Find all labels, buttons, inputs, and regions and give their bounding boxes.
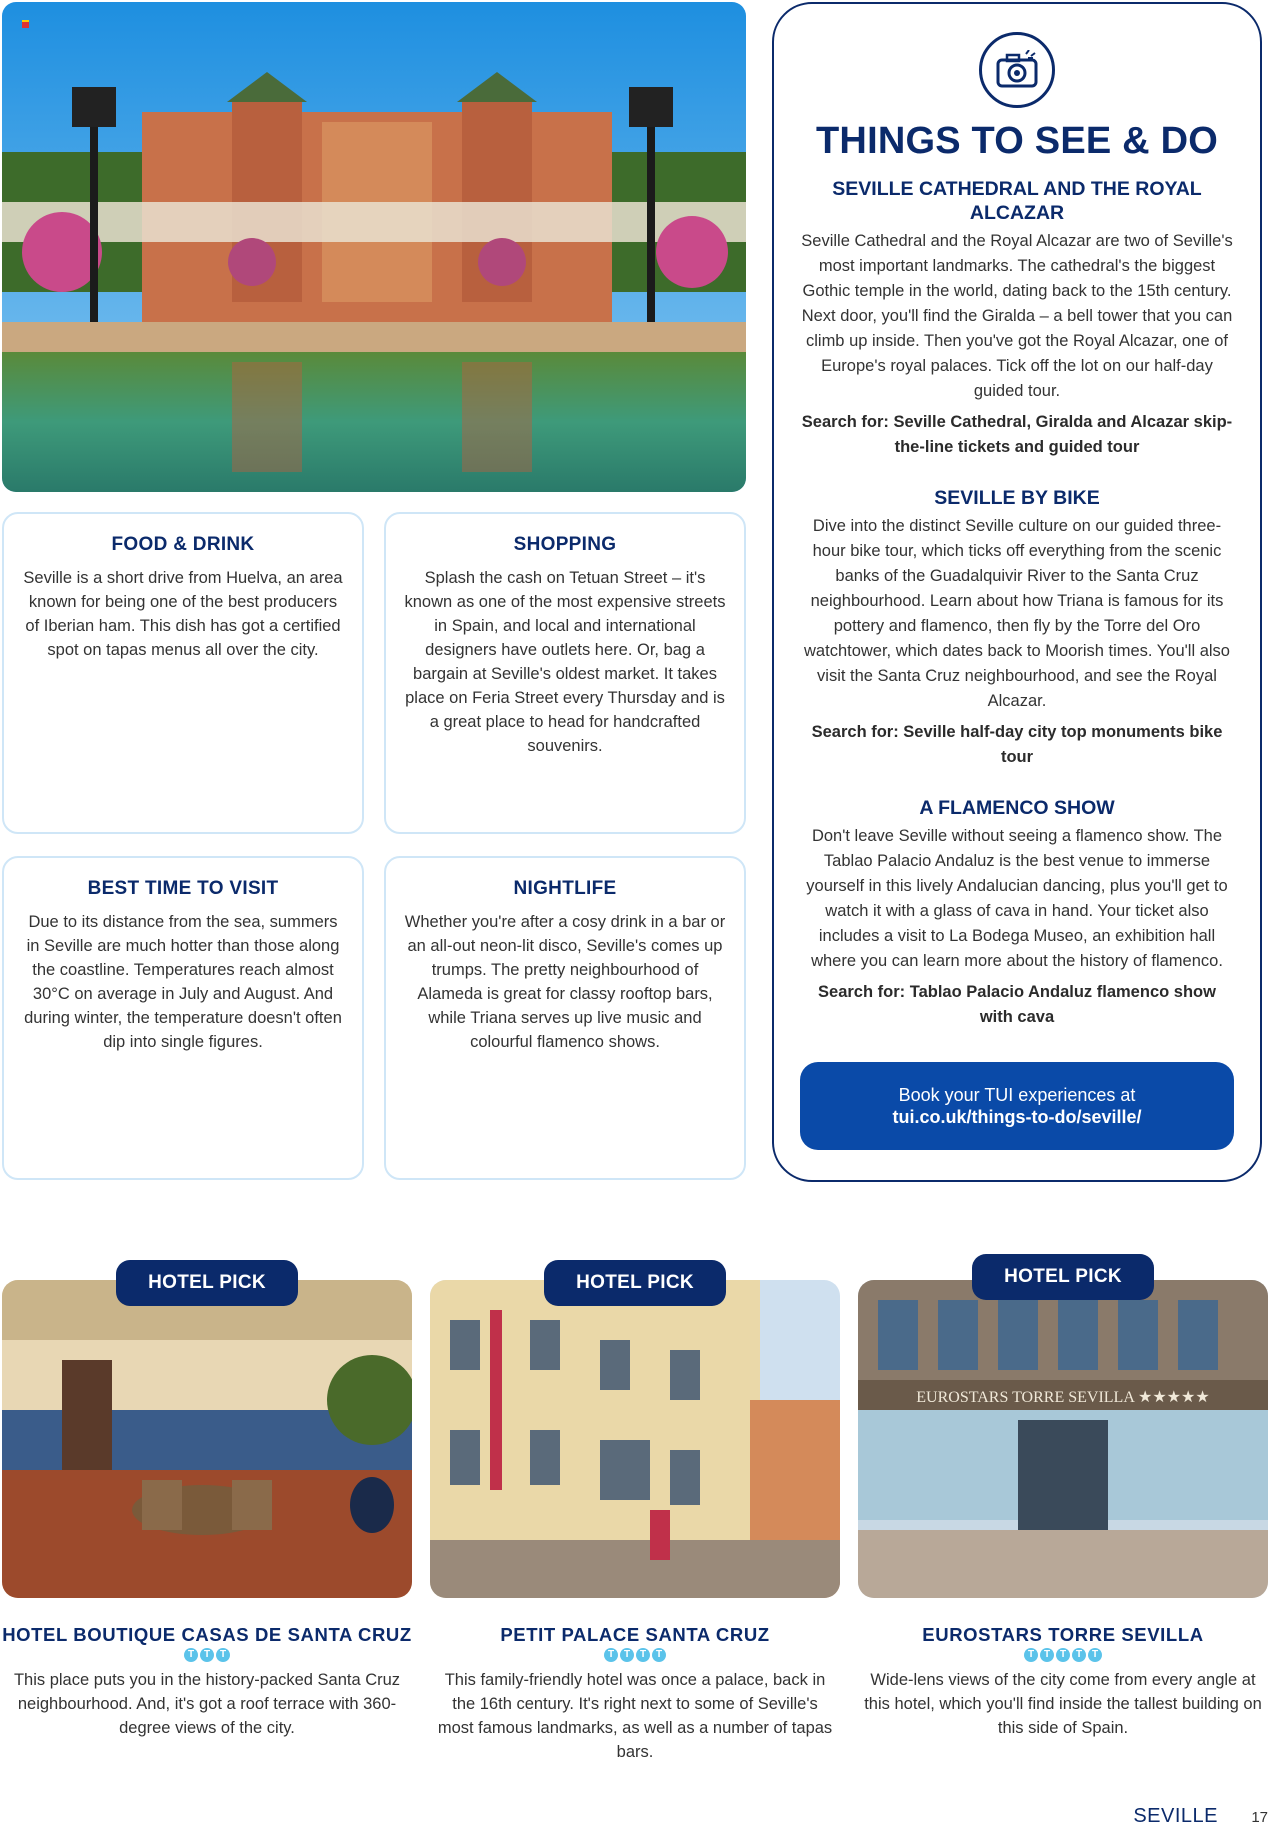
hotel-pick-badge: HOTEL PICK [544,1260,726,1306]
hotel-description: Wide-lens views of the city come from every angle at this hotel, which you'll find inside the tallest building on this side of Spain. [864,1671,1262,1737]
book-experiences-button[interactable] [800,1062,1234,1150]
section-cathedral [800,177,1234,460]
rating-icon: T [1040,1648,1054,1662]
facade-photo-illustration [430,1280,840,1598]
hotel-sign: EUROSTARS TORRE SEVILLA ★★★★★ [916,1389,1210,1406]
rating-icon: T [216,1648,230,1662]
food-drink-title: FOOD & DRINK [111,534,255,555]
best-time-box [2,856,364,1180]
book-line: Book your TUI experiences at [898,1085,1136,1105]
rating-icon: T [1088,1648,1102,1662]
rating-icon: T [604,1648,618,1662]
hero-photo [2,2,746,492]
section-text: Don't leave Seville without seeing a flamenco show. The Tablao Palacio Andaluz is the best venue to immerse yourself in this lively Andalucian dancing, plus you'll get to watch it with a glass of cava in hand. Your ticket also includes a visit to La Bodega Museo, an exhibition hall where you can learn more about the history of flamenco. [806,827,1228,970]
hotel-photo [858,1280,1268,1598]
best-time-text: Due to its distance from the sea, summers in Seville are much hotter than those along the coastline. Temperatures reach almost 30°C on average in July and August. And during winter, the temperature doesn't often dip into single figures. [24,913,342,1051]
food-drink-box [2,512,364,834]
tower-photo-illustration [858,1280,1268,1598]
nightlife-title: NIGHTLIFE [513,878,617,899]
section-search: Search for: Seville Cathedral, Giralda and Alcazar skip-the-line tickets and guided tour [801,413,1233,456]
footer-city: SEVILLE [1133,1805,1218,1827]
palace-photo-illustration [2,2,746,492]
rating-icon: T [1056,1648,1070,1662]
food-drink-text: Seville is a short drive from Huelva, an area known for being one of the best producers of Iberian ham. This dish has got a certified spot on tapas menus all over the city. [23,569,343,659]
flag-icon [22,20,29,28]
book-url-link[interactable]: tui.co.uk/things-to-do/seville/ [892,1107,1142,1127]
shopping-box [384,512,746,834]
shopping-title: SHOPPING [513,534,617,555]
hotel-photo [430,1280,840,1598]
rating-icon: T [620,1648,634,1662]
shopping-text: Splash the cash on Tetuan Street – it's known as one of the most expensive streets in Spain, and local and international designers have outlets here. Or, bag a bargain at Seville's oldest market. It takes place on Feria Street every Thursday and is a great place to head for handcrafted souvenirs. [404,569,726,755]
section-flamenco [800,796,1234,1030]
rating-icon: T [1024,1648,1038,1662]
hotel-description: This family-friendly hotel was once a palace, back in the 16th century. It's right next to some of Seville's most famous landmarks, as well as a number of tapas bars. [437,1671,833,1761]
hotel-card [2,1260,412,1740]
page-number: 17 [1251,1809,1268,1826]
t-rating [430,1648,840,1662]
section-search: Search for: Tablao Palacio Andaluz flamenco show with cava [818,983,1216,1026]
courtyard-photo-illustration [2,1280,412,1598]
hotel-pick-badge: HOTEL PICK [972,1254,1154,1300]
hotel-name: EUROSTARS TORRE SEVILLA [922,1624,1204,1645]
hotel-description: This place puts you in the history-packed Santa Cruz neighbourhood. And, it's got a roof terrace with 360-degree views of the city. [13,1671,401,1737]
section-bike [800,486,1234,770]
section-search: Search for: Seville half-day city top monuments bike tour [811,723,1223,766]
t-rating [2,1648,412,1662]
t-rating [858,1648,1268,1662]
camera-icon [979,32,1055,108]
things-to-do-panel [772,2,1262,1182]
hotel-name: PETIT PALACE SANTA CRUZ [500,1624,770,1645]
rating-icon: T [652,1648,666,1662]
rating-icon: T [636,1648,650,1662]
hotel-card [858,1260,1268,1740]
section-heading: A FLAMENCO SHOW [919,797,1115,819]
nightlife-box [384,856,746,1180]
hotel-card [430,1260,840,1764]
hotel-name: HOTEL BOUTIQUE CASAS DE SANTA CRUZ [2,1624,412,1645]
nightlife-text: Whether you're after a cosy drink in a bar or an all-out neon-lit disco, Seville's comes up trumps. The pretty neighbourhood of Alameda is great for classy rooftop bars, while Triana serves up live music and colourful flamenco shows. [404,913,726,1051]
rating-icon: T [1072,1648,1086,1662]
section-text: Dive into the distinct Seville culture on our guided three-hour bike tour, which ticks off everything from the scenic banks of the Guadalquivir River to the Santa Cruz neighbourhood. Learn about how Triana is famous for its pottery and flamenco, then fly by the Torre del Oro watchtower, which dates back to Moorish times. You'll also visit the Santa Cruz neighbourhood, and see the Royal Alcazar. [804,517,1230,710]
things-title: THINGS TO SEE & DO [816,120,1218,162]
best-time-title: BEST TIME TO VISIT [87,878,279,899]
rating-icon: T [200,1648,214,1662]
rating-icon: T [184,1648,198,1662]
section-heading: SEVILLE CATHEDRAL AND THE ROYAL ALCAZAR [832,178,1202,224]
section-text: Seville Cathedral and the Royal Alcazar are two of Seville's most important landmarks. The cathedral's the biggest Gothic temple in the world, dating back to the 15th century. Next door, you'll find the Giralda – a bell tower that you can climb up inside. Then you've got the Royal Alcazar, one of Europe's royal palaces. Tick off the lot on our half-day guided tour. [801,232,1233,400]
section-heading: SEVILLE BY BIKE [934,487,1100,509]
hotel-photo [2,1280,412,1598]
hotel-pick-badge: HOTEL PICK [116,1260,298,1306]
